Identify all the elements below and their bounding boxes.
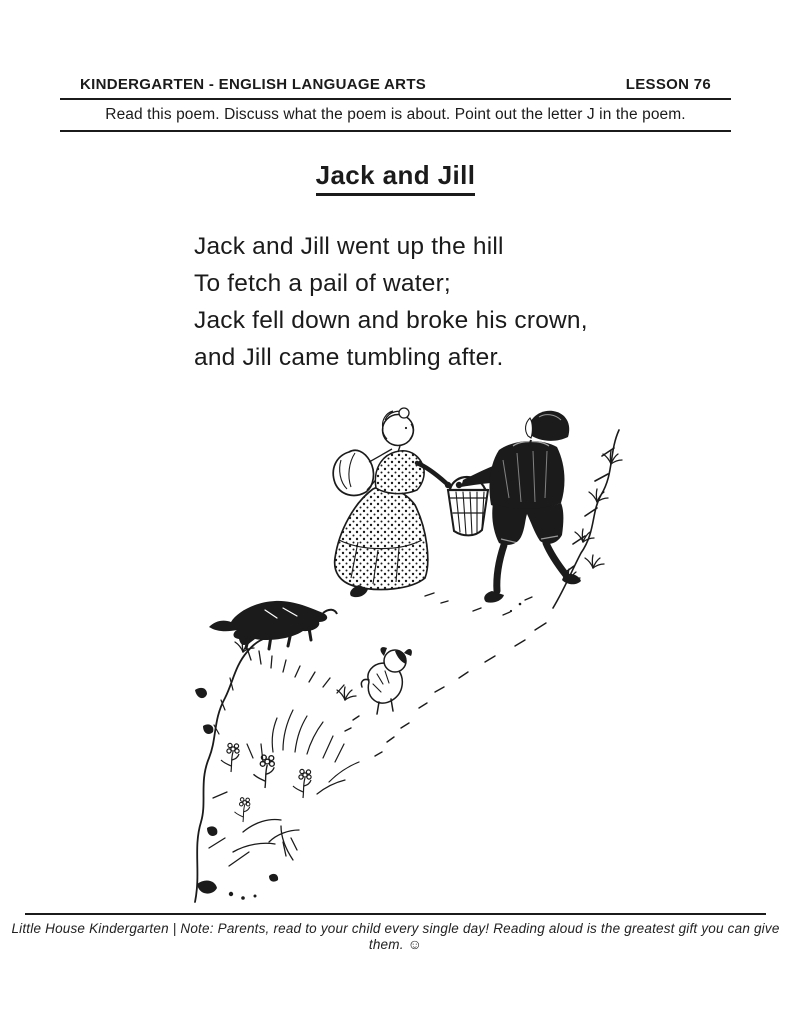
poem-line: Jack and Jill went up the hill <box>194 233 504 260</box>
poem-line: To fetch a pail of water; <box>194 270 451 297</box>
instruction-text: Read this poem. Discuss what the poem is about. Point out the letter J in the poem. <box>105 106 686 123</box>
footer-note-text: Little House Kindergarten | Note: Parents, read to your child every single day! Reading aloud is the greatest gift you can give them. <box>11 921 780 952</box>
lesson-number: LESSON 76 <box>625 76 711 93</box>
jack-and-jill-illustration <box>173 390 623 912</box>
header-divider-bottom <box>60 130 731 132</box>
course-title: KINDERGARTEN - ENGLISH LANGUAGE ARTS <box>80 76 427 93</box>
page-header <box>80 76 711 93</box>
poem-body <box>194 228 731 376</box>
smiley-icon: ☺ <box>407 936 423 952</box>
poem-title: Jack and Jill <box>0 160 791 191</box>
poem-line: Jack fell down and broke his crown, <box>194 307 588 334</box>
header-divider-top <box>60 98 731 100</box>
footer-note <box>0 921 791 952</box>
poem-line: and Jill came tumbling after. <box>194 344 504 371</box>
footer-divider <box>25 913 766 915</box>
